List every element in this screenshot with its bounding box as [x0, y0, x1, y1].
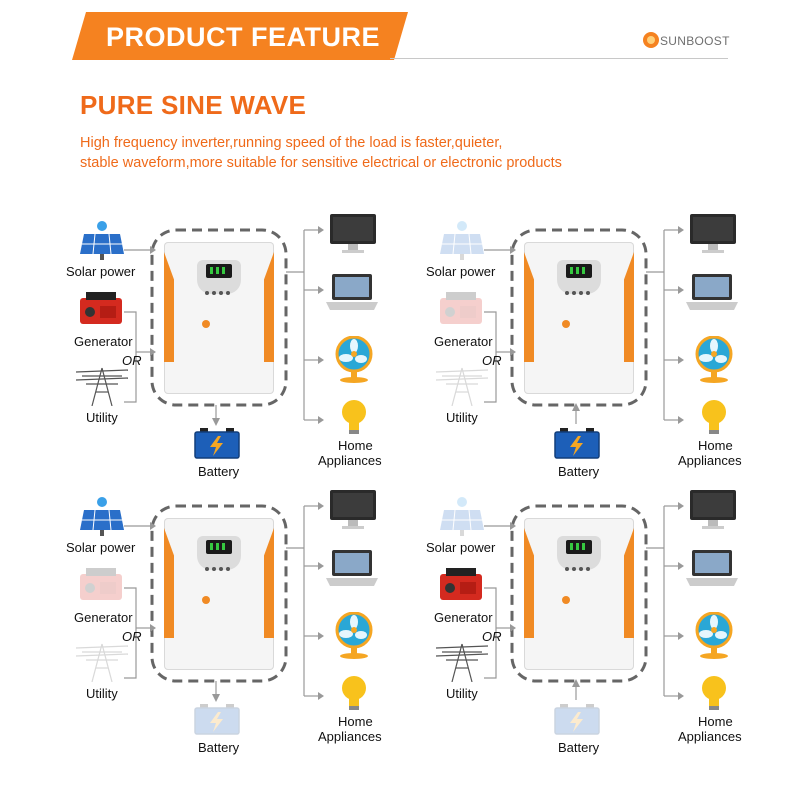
- inverter-lcd: [206, 540, 232, 554]
- battery-icon: [554, 704, 600, 736]
- fan-icon: [692, 336, 736, 384]
- or-label: OR: [122, 629, 142, 644]
- system-diagram-4: [426, 488, 766, 758]
- inverter-display-panel: [557, 260, 601, 294]
- home-appliances-label-line1: Home: [338, 438, 373, 453]
- inverter-buttons: [565, 282, 595, 288]
- inverter-logo-icon: [562, 320, 570, 328]
- utility-label: Utility: [446, 410, 478, 425]
- solar-label: Solar power: [426, 540, 496, 555]
- section-title: PURE SINE WAVE: [80, 90, 307, 120]
- monitor-icon: [688, 488, 738, 530]
- battery-icon: [194, 704, 240, 736]
- inverter-lcd: [566, 264, 592, 278]
- home-appliances-label-line2: Appliances: [678, 453, 742, 468]
- battery-label: Battery: [558, 740, 600, 755]
- inverter-buttons: [205, 282, 235, 288]
- solar-panel-icon: [440, 496, 484, 536]
- power-pylon-icon: [76, 642, 128, 682]
- battery-label: Battery: [198, 464, 240, 479]
- system-diagram-2: [426, 212, 766, 482]
- inverter-display-panel: [197, 536, 241, 570]
- fan-icon: [692, 612, 736, 660]
- inverter-logo-icon: [202, 596, 210, 604]
- hybrid-inverter: [524, 242, 634, 394]
- solar-label: Solar power: [426, 264, 496, 279]
- inverter-logo-icon: [562, 596, 570, 604]
- inverter-lcd: [206, 264, 232, 278]
- monitor-icon: [688, 212, 738, 254]
- home-appliances-label-line1: Home: [698, 438, 733, 453]
- generator-label: Generator: [74, 610, 133, 625]
- light-bulb-icon: [340, 398, 368, 436]
- laptop-icon: [324, 272, 380, 312]
- section-description: [80, 133, 562, 173]
- brand-name: SUNBOOST: [660, 34, 730, 48]
- fan-icon: [332, 612, 376, 660]
- solar-label: Solar power: [66, 264, 136, 279]
- power-pylon-icon: [436, 366, 488, 406]
- system-diagram-1: [66, 212, 406, 482]
- header-divider: [390, 58, 728, 59]
- inverter-display-panel: [197, 260, 241, 294]
- battery-label: Battery: [558, 464, 600, 479]
- light-bulb-icon: [700, 398, 728, 436]
- or-label: OR: [122, 353, 142, 368]
- or-label: OR: [482, 353, 502, 368]
- hybrid-inverter: [164, 242, 274, 394]
- inverter-lcd: [566, 540, 592, 554]
- battery-icon: [194, 428, 240, 460]
- inverter-display-panel: [557, 536, 601, 570]
- generator-label: Generator: [434, 610, 493, 625]
- home-appliances-label-line2: Appliances: [318, 729, 382, 744]
- utility-label: Utility: [446, 686, 478, 701]
- home-appliances-label-line1: Home: [338, 714, 373, 729]
- generator-label: Generator: [434, 334, 493, 349]
- home-appliances-label-line2: Appliances: [318, 453, 382, 468]
- generator-icon: [78, 290, 124, 326]
- sun-logo-icon: [640, 28, 662, 50]
- monitor-icon: [328, 212, 378, 254]
- solar-panel-icon: [80, 496, 124, 536]
- utility-label: Utility: [86, 410, 118, 425]
- header-banner: [72, 12, 408, 60]
- inverter-buttons: [205, 558, 235, 564]
- generator-icon: [438, 290, 484, 326]
- utility-label: Utility: [86, 686, 118, 701]
- banner-title: PRODUCT FEATURE: [106, 22, 380, 52]
- laptop-icon: [684, 548, 740, 588]
- brand-logo: [640, 28, 736, 54]
- laptop-icon: [684, 272, 740, 312]
- description-line-2: stable waveform,more suitable for sensitive electrical or electronic products: [80, 155, 562, 171]
- description-line-1: High frequency inverter,running speed of the load is faster,quieter,: [80, 135, 503, 151]
- battery-label: Battery: [198, 740, 240, 755]
- light-bulb-icon: [700, 674, 728, 712]
- battery-icon: [554, 428, 600, 460]
- inverter-logo-icon: [202, 320, 210, 328]
- monitor-icon: [328, 488, 378, 530]
- home-appliances-label-line2: Appliances: [678, 729, 742, 744]
- home-appliances-label-line1: Home: [698, 714, 733, 729]
- power-pylon-icon: [436, 642, 488, 682]
- generator-icon: [438, 566, 484, 602]
- generator-label: Generator: [74, 334, 133, 349]
- or-label: OR: [482, 629, 502, 644]
- laptop-icon: [324, 548, 380, 588]
- hybrid-inverter: [524, 518, 634, 670]
- power-pylon-icon: [76, 366, 128, 406]
- inverter-buttons: [565, 558, 595, 564]
- hybrid-inverter: [164, 518, 274, 670]
- generator-icon: [78, 566, 124, 602]
- solar-panel-icon: [440, 220, 484, 260]
- system-diagram-3: [66, 488, 406, 758]
- solar-panel-icon: [80, 220, 124, 260]
- fan-icon: [332, 336, 376, 384]
- light-bulb-icon: [340, 674, 368, 712]
- solar-label: Solar power: [66, 540, 136, 555]
